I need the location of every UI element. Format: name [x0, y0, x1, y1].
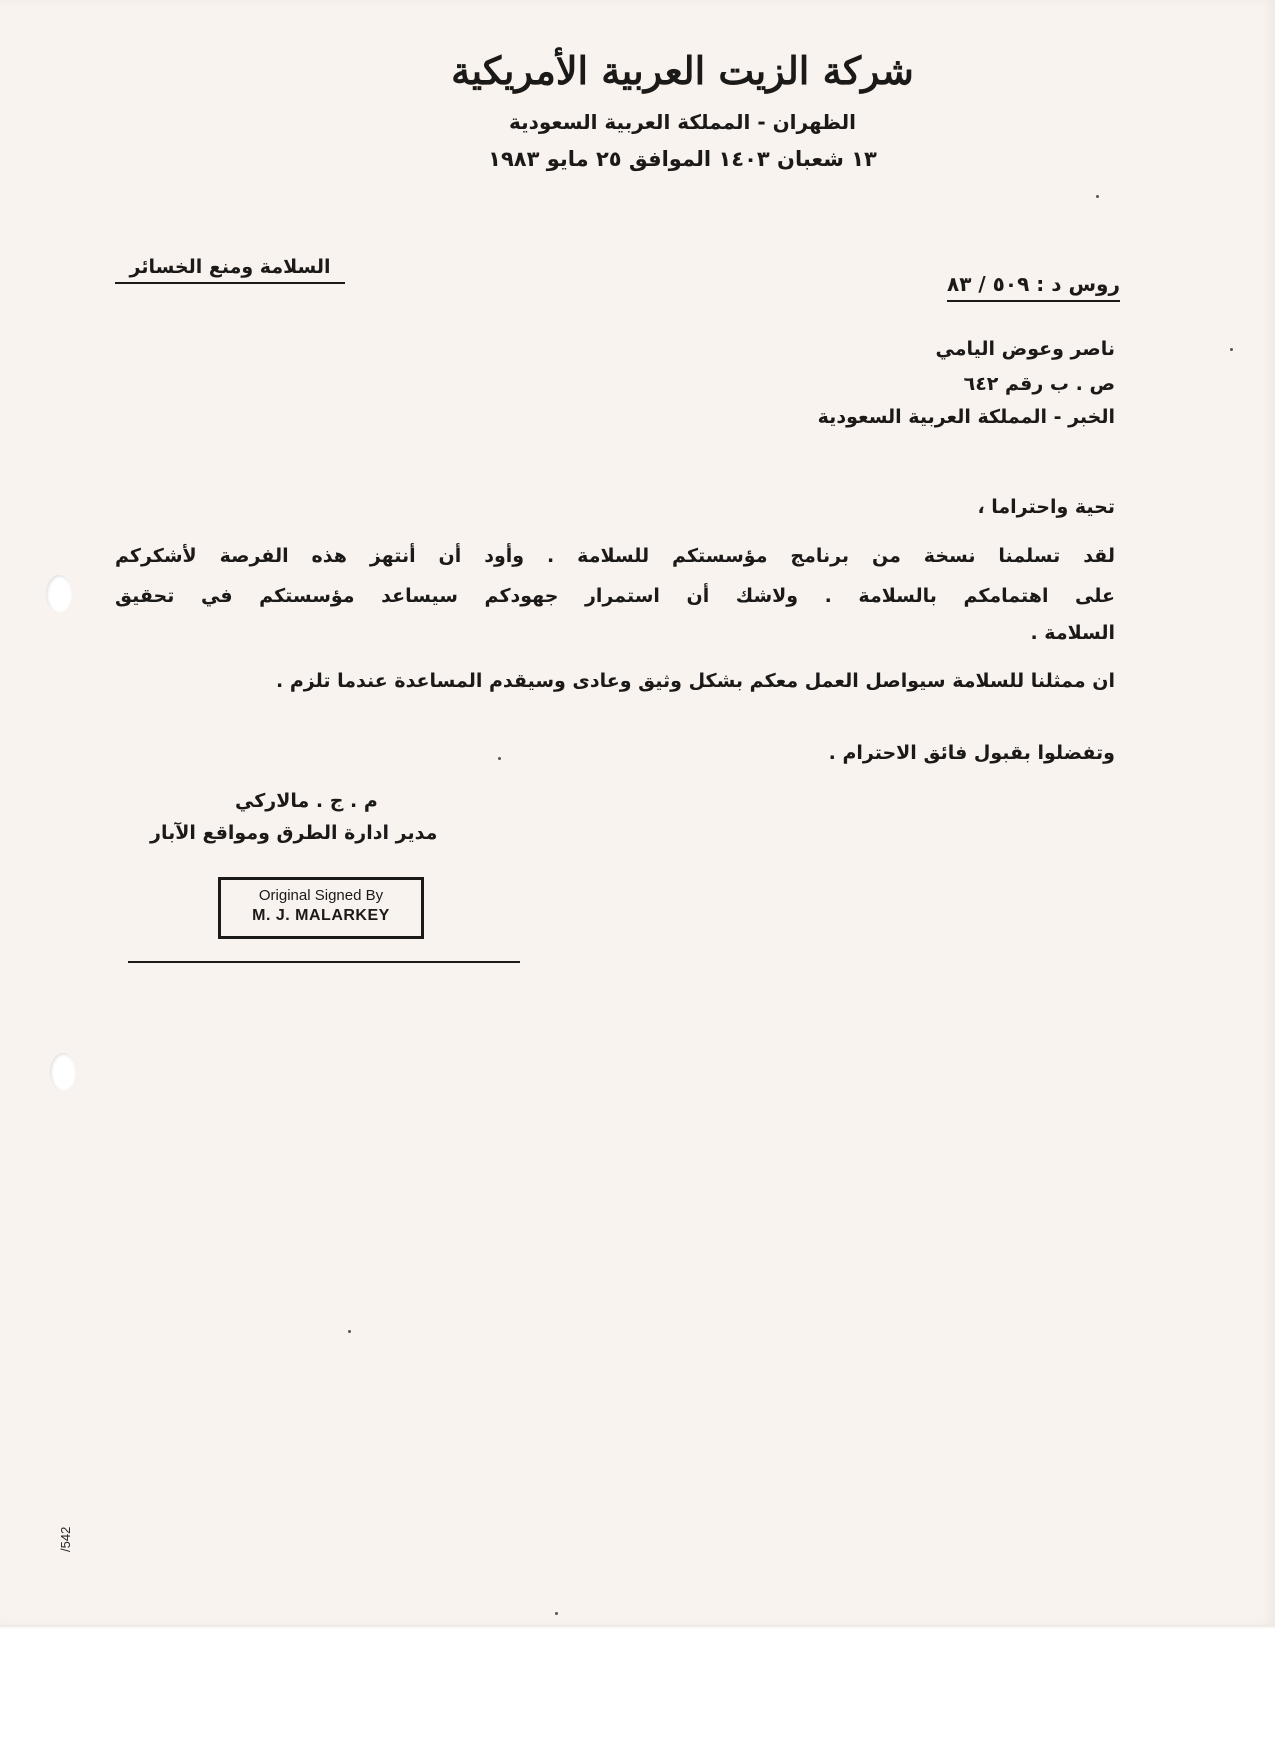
body-paragraph-2: ان ممثلنا للسلامة سيواصل العمل معكم بشكل وثيق وعادى وسيقدم المساعدة عندما تلزم . [276, 670, 1115, 692]
signatory-title: مدير ادارة الطرق ومواقع الآبار [150, 822, 438, 844]
signature-underline [128, 961, 520, 963]
stamp-line-2: M. J. MALARKEY [252, 907, 390, 924]
closing-line: وتفضلوا بقبول فائق الاحترام . [828, 742, 1115, 764]
subject-line: السلامة ومنع الخسائر [115, 256, 345, 284]
paper-speck [555, 1612, 558, 1615]
recipient-po-box: ص . ب رقم ٦٤٢ [963, 373, 1115, 395]
paper-speck [1230, 348, 1233, 351]
body-paragraph-1-line-3: السلامة . [1030, 622, 1115, 644]
paper-speck [348, 1330, 351, 1333]
greeting: تحية واحتراما ، [977, 496, 1115, 518]
body-paragraph-1-line-2: على اهتمامكم بالسلامة . ولاشك أن استمرار جهودكم سيساعد مؤسستكم في تحقيق [115, 585, 1115, 607]
letterhead-address: الظهران - المملكة العربية السعودية [508, 110, 857, 134]
letterhead-company-name: شركة الزيت العربية الأمريكية [451, 48, 914, 93]
stamp-line-1: Original Signed By [258, 887, 384, 904]
signatory-name: م . ج . مالاركي [235, 790, 378, 812]
letterhead-date: ١٣ شعبان ١٤٠٣ الموافق ٢٥ مايو ١٩٨٣ [488, 147, 877, 171]
punch-hole-bottom [50, 1053, 76, 1091]
original-signed-stamp [218, 877, 424, 939]
recipient-city: الخبر - المملكة العربية السعودية [817, 406, 1115, 428]
body-paragraph-1-line-1: لقد تسلمنا نسخة من برنامج مؤسستكم للسلامة . وأود أن أنتهز هذه الفرصة لأشكركم [115, 545, 1115, 567]
reference-number: روس د : ٥٠٩ / ٨٣ [947, 272, 1120, 302]
paper-edge [0, 1625, 1275, 1629]
punch-hole-top [46, 575, 72, 613]
margin-note: /542 [58, 1526, 73, 1552]
recipient-name: ناصر وعوض اليامي [935, 338, 1115, 360]
paper-speck [1096, 195, 1099, 198]
paper-speck [498, 757, 501, 760]
